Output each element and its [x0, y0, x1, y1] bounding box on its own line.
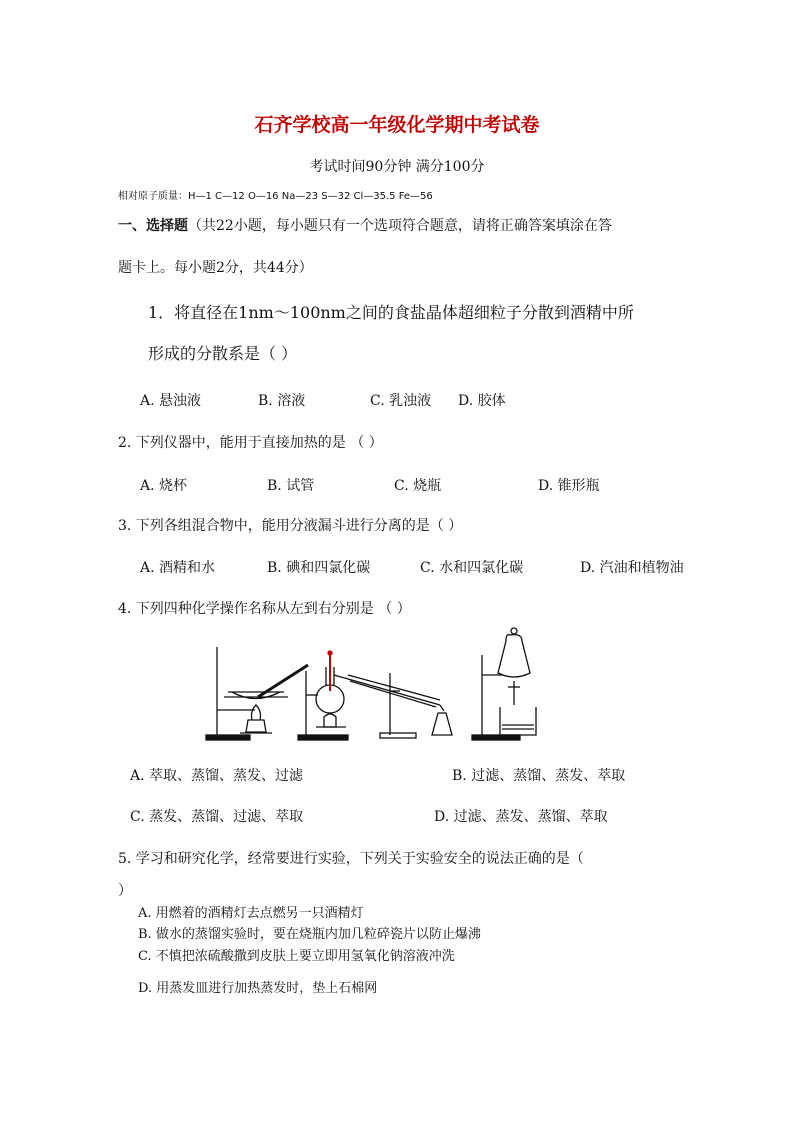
q5-option-d: D. 用蒸发皿进行加热蒸发时，垫上石棉网: [138, 981, 378, 996]
q5-option-c: C. 不慎把浓硫酸撒到皮肤上要立即用氢氧化钠溶液冲洗: [138, 949, 455, 964]
question-1-line1: 1．将直径在1nm～100nm之间的食盐晶体超细粒子分散到酒精中所: [148, 303, 634, 322]
q4-option-b: B. 过滤、蒸馏、蒸发、萃取: [452, 768, 626, 784]
q4-option-a: A. 萃取、蒸馏、蒸发、过滤: [130, 768, 304, 784]
atomic-masses: 相对原子质量：H—1 C—12 O—16 Na—23 S—32 Cl—35.5 Fe—56: [118, 191, 433, 202]
question-3: 3. 下列各组混合物中，能用分液漏斗进行分离的是（ ）: [118, 518, 463, 534]
question-4: 4. 下列四种化学操作名称从左到右分别是 （ ）: [118, 601, 411, 617]
q3-option-c: C. 水和四氯化碳: [420, 560, 524, 576]
q4-option-d: D. 过滤、蒸发、蒸馏、萃取: [434, 809, 608, 825]
question-1-line2: 形成的分散系是（ ）: [148, 344, 298, 363]
question-5-line2: ）: [118, 883, 132, 899]
section-title: 一、选择题: [118, 218, 188, 234]
page-title: 石齐学校高一年级化学期中考试卷: [254, 114, 540, 136]
q1-option-a: A. 悬浊液: [140, 393, 202, 409]
q2-option-c: C. 烧瓶: [394, 478, 442, 494]
q5-option-a: A. 用燃着的酒精灯去点燃另一只酒精灯: [138, 906, 364, 921]
question-2: 2. 下列仪器中，能用于直接加热的是 （ ）: [118, 435, 383, 451]
q4-option-c: C. 蒸发、蒸馏、过滤、萃取: [130, 809, 304, 825]
q2-option-a: A. 烧杯: [140, 478, 188, 494]
q2-option-b: B. 试管: [267, 478, 315, 494]
evaporation-apparatus: [206, 647, 308, 740]
question-5-line1: 5. 学习和研究化学，经常要进行实验，下列关于实验安全的说法正确的是（: [118, 851, 584, 867]
q3-option-b: B. 碘和四氯化碳: [267, 560, 371, 576]
q1-option-c: C. 乳浊液: [370, 393, 432, 409]
separatory-funnel-apparatus: [472, 628, 536, 740]
q3-option-a: A. 酒精和水: [140, 560, 216, 576]
q1-option-b: B. 溶液: [258, 393, 306, 409]
q3-option-d: D. 汽油和植物油: [580, 560, 684, 576]
section-desc-line1: （共22小题，每小题只有一个选项符合题意，请将正确答案填涂在答: [188, 218, 612, 234]
q2-option-d: D. 锥形瓶: [538, 478, 600, 494]
section-desc-line2: 题卡上。每小题2分，共44分）: [118, 260, 313, 276]
distillation-apparatus: [298, 651, 452, 740]
q5-option-b: B. 做水的蒸馏实验时，要在烧瓶内加几粒碎瓷片以防止爆沸: [138, 927, 481, 942]
lab-apparatus-figure: [200, 625, 550, 745]
section-heading: [118, 216, 612, 236]
exam-info: 考试时间90分钟 满分100分: [309, 159, 485, 175]
q1-option-d: D. 胶体: [458, 393, 506, 409]
